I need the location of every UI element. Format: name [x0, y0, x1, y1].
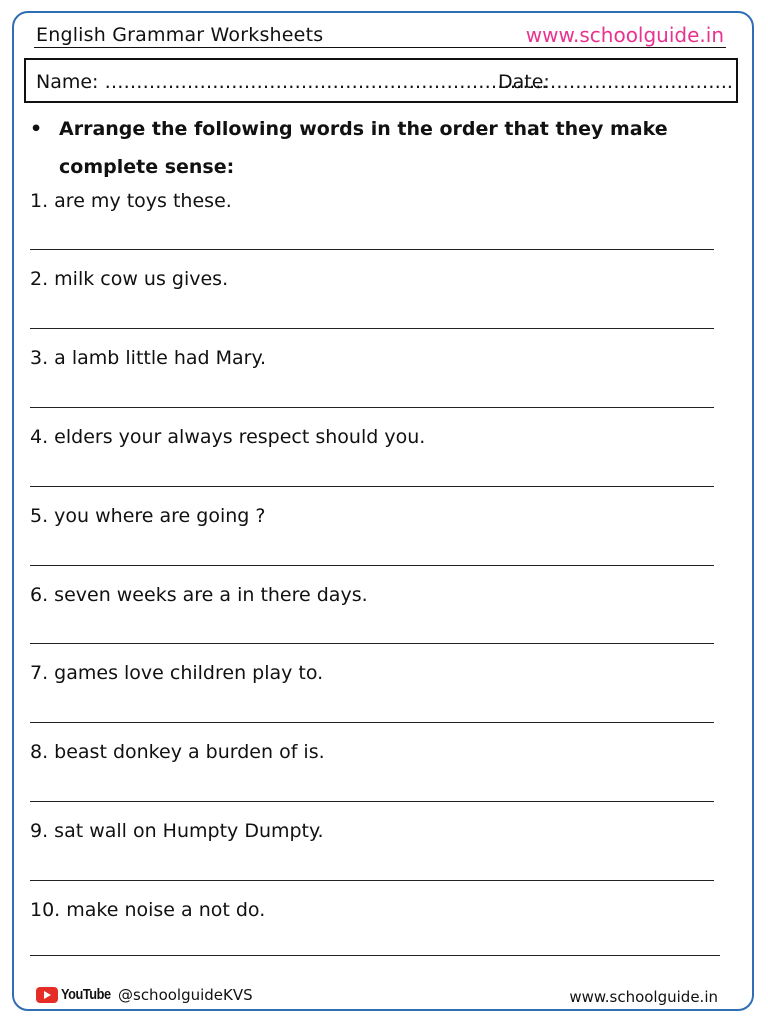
- name-field[interactable]: Name: …………………………………………………………….: [36, 71, 548, 93]
- date-field[interactable]: Date:………………………..: [498, 71, 733, 93]
- answer-line-2[interactable]: [30, 328, 714, 329]
- answer-line-5[interactable]: [30, 565, 714, 566]
- question-6: 6. seven weeks are a in there days.: [30, 584, 368, 606]
- answer-line-4[interactable]: [30, 486, 714, 487]
- answer-line-1[interactable]: [30, 249, 714, 250]
- header-underline: [34, 47, 726, 48]
- answer-line-7[interactable]: [30, 722, 714, 723]
- youtube-handle[interactable]: @schoolguideKVS: [118, 986, 253, 1004]
- footer-website-link[interactable]: www.schoolguide.in: [569, 988, 718, 1006]
- question-5: 5. you where are going ?: [30, 505, 266, 527]
- question-7: 7. games love children play to.: [30, 662, 324, 684]
- youtube-wordmark: YouTube: [61, 986, 111, 1003]
- youtube-logo[interactable]: [36, 986, 119, 1003]
- answer-line-3[interactable]: [30, 407, 714, 408]
- question-1: 1. are my toys these.: [30, 190, 232, 212]
- instruction-text: Arrange the following words in the order that they make complete sense:: [59, 118, 668, 178]
- name-date-box: [24, 58, 738, 103]
- question-3: 3. a lamb little had Mary.: [30, 347, 267, 369]
- question-9: 9. sat wall on Humpty Dumpty.: [30, 820, 324, 842]
- header-website-link[interactable]: www.schoolguide.in: [525, 23, 724, 47]
- answer-line-9[interactable]: [30, 880, 714, 881]
- question-4: 4. elders your always respect should you.: [30, 426, 426, 448]
- worksheet-title: English Grammar Worksheets: [36, 24, 324, 46]
- question-8: 8. beast donkey a burden of is.: [30, 741, 325, 763]
- question-2: 2. milk cow us gives.: [30, 268, 229, 290]
- answer-line-10[interactable]: [30, 955, 720, 956]
- answer-line-8[interactable]: [30, 801, 714, 802]
- answer-line-6[interactable]: [30, 643, 714, 644]
- bullet: •: [30, 118, 43, 140]
- youtube-play-icon: [36, 987, 58, 1003]
- question-10: 10. make noise a not do.: [30, 899, 266, 921]
